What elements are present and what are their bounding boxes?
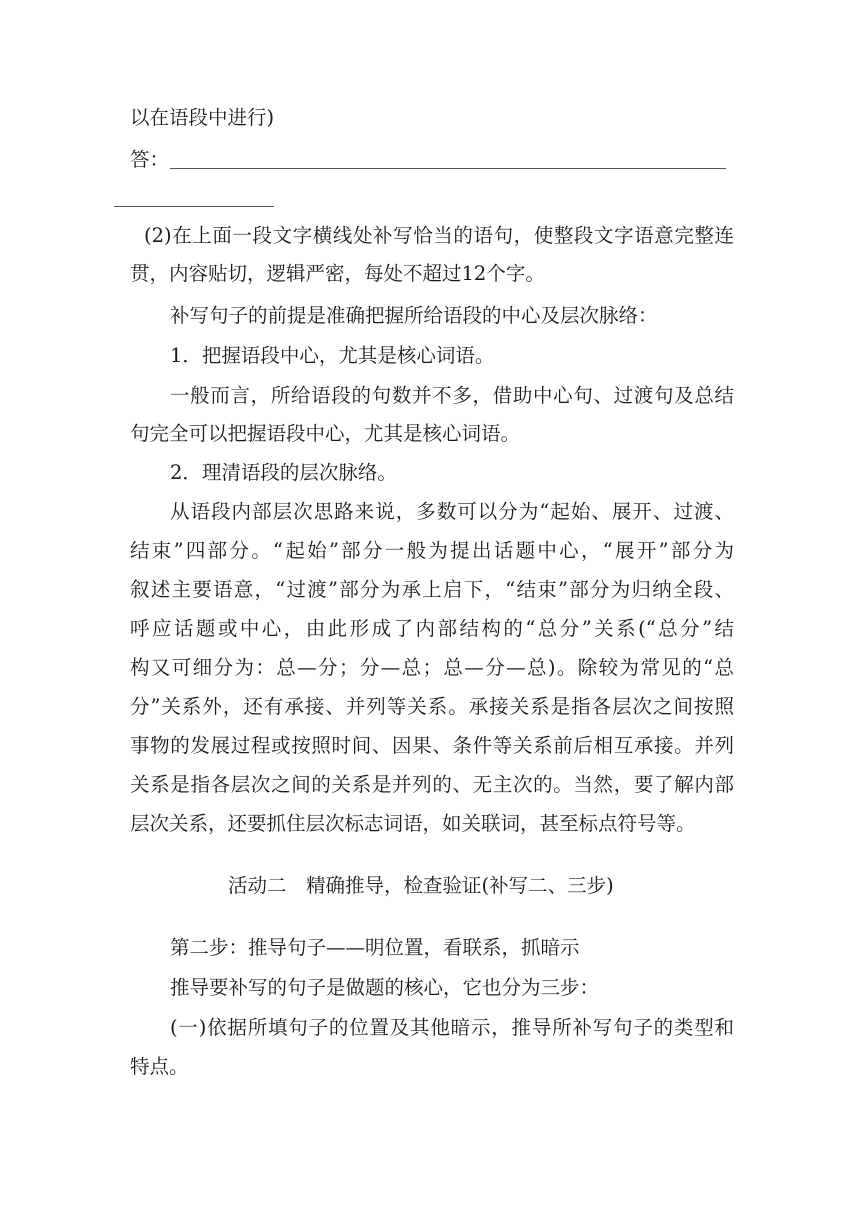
text-line: 叙述主要语意，“过渡”部分为承上启下，“结束”部分为归纳全段、 xyxy=(130,578,734,601)
text-line: 以在语段中进行) xyxy=(130,106,275,129)
answer-label: 答： xyxy=(130,148,170,171)
text-line: 从语段内部层次思路来说，多数可以分为“起始、展开、过渡、 xyxy=(170,500,734,523)
text-line: 一般而言，所给语段的句数并不多，借助中心句、过渡句及总结 xyxy=(170,384,734,407)
text-line: 构又可细分为：总—分；分—总；总—分—总)。除较为常见的“总 xyxy=(130,656,734,679)
text-line: 呼应话题或中心，由此形成了内部结构的“总分”关系(“总分”结 xyxy=(130,617,734,640)
answer-blank-line xyxy=(170,168,726,169)
text-line: 特点。 xyxy=(130,1055,189,1078)
text-line: (2)在上面一段文字横线处补写恰当的语句，使整段文字语意完整连 xyxy=(144,224,734,247)
text-line: 关系是指各层次之间的关系是并列的、无主次的。当然，要了解内部 xyxy=(130,773,734,796)
text-line: 分”关系外，还有承接、并列等关系。承接关系是指各层次之间按照 xyxy=(130,695,734,718)
text-line: 贯，内容贴切，逻辑严密，每处不超过12个字。 xyxy=(130,262,545,285)
text-line: 层次关系，还要抓住层次标志词语，如关联词，甚至标点符号等。 xyxy=(130,812,696,835)
text-line: 句完全可以把握语段中心，尤其是核心词语。 xyxy=(130,422,521,445)
text-line: 推导要补写的句子是做题的核心，它也分为三步： xyxy=(170,976,600,999)
text-line: 第二步：推导句子——明位置，看联系，抓暗示 xyxy=(170,936,580,959)
section-heading: 活动二 精确推导，检查验证(补写二、三步) xyxy=(228,874,614,897)
text-line: (一)依据所填句子的位置及其他暗示，推导所补写句子的类型和 xyxy=(170,1016,734,1039)
text-line: 事物的发展过程或按照时间、因果、条件等关系前后相互承接。并列 xyxy=(130,734,734,757)
text-line: 结束”四部分。“起始”部分一般为提出话题中心，“展开”部分为 xyxy=(130,539,734,562)
answer-blank-line-continued xyxy=(114,206,274,207)
text-line: 1．把握语段中心，尤其是核心词语。 xyxy=(170,344,495,367)
text-line: 2．理清语段的层次脉络。 xyxy=(170,461,397,484)
text-line: 补写句子的前提是准确把握所给语段的中心及层次脉络： xyxy=(170,304,658,327)
